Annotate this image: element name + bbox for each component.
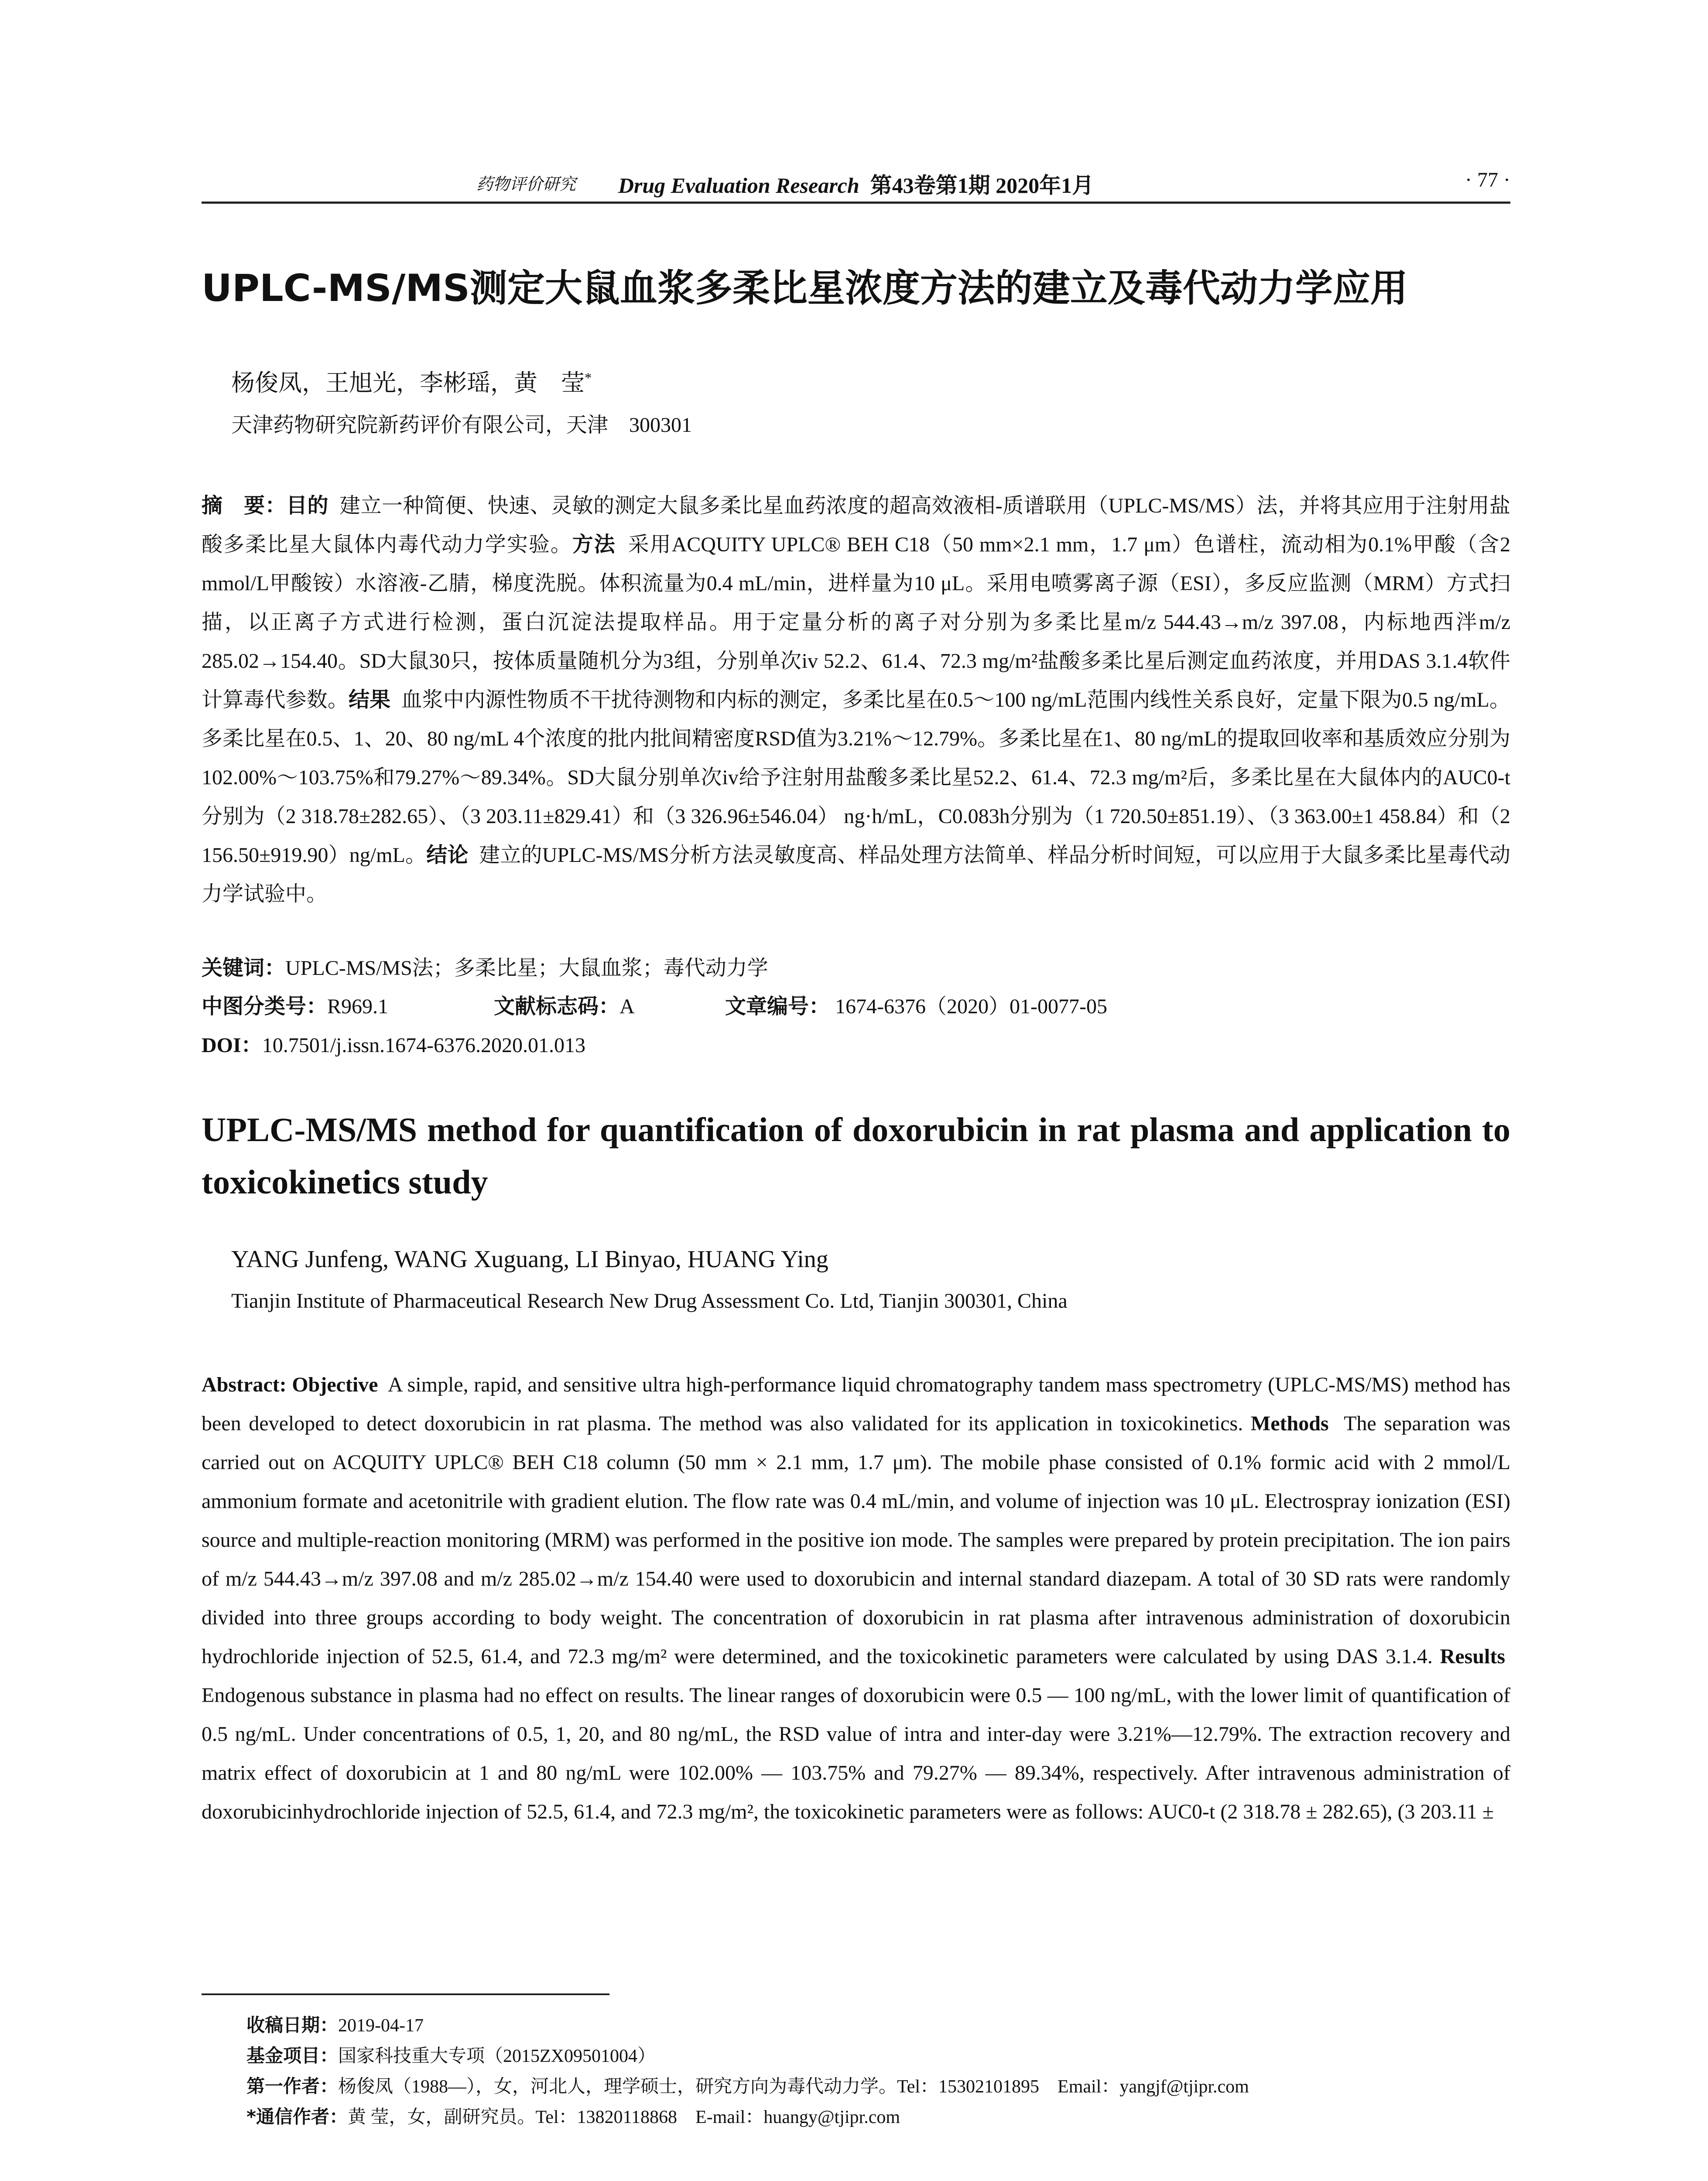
page-number: · 77 · [1465,168,1510,191]
abstract-label: 摘 要： [202,493,287,518]
footnote-fund [246,2041,656,2068]
journal-logo: 药物评价研究 [476,175,576,194]
keywords: UPLC-MS/MS法；多柔比星；大鼠血浆；毒代动力学 [285,957,768,980]
objective-label: 目的 [286,493,329,518]
doi-line [202,1028,585,1058]
corresponding-author: 黄 莹，女，副研究员。Tel：13820118868 E-mail：huangy@tjipr.com [347,2107,900,2127]
doc-code: A [620,995,635,1018]
results-text: 血浆中内源性物质不干扰待测物和内标的测定，多柔比星在0.5～100 ng/mL范围内线性关系良好，定量下限为0.5 ng/mL。多柔比星在0.5、1、20、80 ng/mL 4个浓度的批内批间精密度RSD值为3.21%～12.79%。多柔比星在1、80 ng/mL的提取回收率和基质效应分别为102.00%～103.75%和79.27%～89.34%。SD大鼠分别单次iv给予注射用盐酸多柔比星52.2、61.4、72.3 mg/m²后，多柔比星在大鼠体内的AUC0-t分别为（2 318.78±282.65）、（3 203.11±829.41）和（3 326.96±546.04） ng·h/mL，C0.083h分别为（1 720.50±851.19）、（3 363.00±1 458.84）和（2 156.50±919.90）ng/mL。 [202,688,1510,867]
objective-label-en: Objective [292,1373,378,1396]
article-number-label: 文章编号： [725,994,830,1019]
objective-text-en: A simple, rapid, and sensitive ultra high-performance liquid chromatography tandem mass spectrometry (UPLC-MS/MS) method has been developed to detect doxorubicin in rat plasma. The method was also validated for its application in toxicokinetics. [202,1373,1511,1435]
classification-line [202,989,1510,1019]
chinese-authors [231,364,592,398]
results-label: 结果 [348,687,391,712]
corresponding-mark: * [585,370,592,386]
footnote-corresponding [246,2102,900,2129]
abstract-label-en: Abstract: [202,1373,287,1396]
chinese-abstract [202,486,1510,913]
running-header [202,168,1510,203]
doi[interactable]: 10.7501/j.issn.1674-6376.2020.01.013 [262,1034,586,1057]
footnote-received [246,2011,424,2037]
conclusion-text: 建立的UPLC-MS/MS分析方法灵敏度高、样品处理方法简单、样品分析时间短，可以应用于大鼠多柔比星毒代动力学试验中。 [202,844,1511,906]
english-title: UPLC-MS/MS method for quantification of doxorubicin in rat plasma and application to toxicokinetics study [202,1111,1510,1201]
chinese-affiliation: 天津药物研究院新药评价有限公司，天津 300301 [231,414,692,437]
methods-text: 采用ACQUITY UPLC® BEH C18（50 mm×2.1 mm，1.7 μm）色谱柱，流动相为0.1%甲酸（含2 mmol/L甲酸铵）水溶液-乙腈，梯度洗脱。体积流量为0.4 mL/min，进样量为10 μL。采用电喷雾离子源（ESI），多反应监测（MRM）方式扫描，以正离子方式进行检测，蛋白沉淀法提取样品。用于定量分析的离子对分别为多柔比星m/z 544.43→m/z 397.08，内标地西泮m/z 285.02→154.40。SD大鼠30只，按体质量随机分为3组，分别单次iv 52.2、61.4、72.3 mg/m²盐酸多柔比星后测定血药浓度，并用DAS 3.1.4软件计算毒代参数。 [202,533,1510,711]
objective-text: 建立一种简便、快速、灵敏的测定大鼠多柔比星血药浓度的超高效液相-质谱联用（UPLC-MS/MS）法，并将其应用于注射用盐酸多柔比星大鼠体内毒代动力学实验。 [202,494,1510,556]
doc-code-label: 文献标志码： [494,994,620,1019]
methods-label-en: Methods [1250,1412,1329,1435]
doi-label: DOI： [202,1034,262,1057]
footnote-rule [202,1993,609,1995]
received-date: 2019-04-17 [338,2016,424,2036]
article-number: 1674-6376（2020）01-0077-05 [835,995,1107,1018]
english-abstract [202,1365,1510,1831]
first-author: 杨俊凤（1988—），女，河北人，理学硕士，研究方向为毒代动力学。Tel：15302101895 Email：yangjf@tjipr.com [338,2077,1249,2097]
first-author-label: 第一作者： [246,2075,339,2097]
corresponding-label: *通信作者： [246,2106,348,2127]
journal-issue: 第43卷第1期 2020年1月 [870,173,1094,198]
journal-name: Drug Evaluation Research [618,173,859,198]
chinese-author-names: 杨俊凤，王旭光，李彬瑶，黄 莹 [231,370,585,396]
results-label-en: Results [1440,1645,1506,1668]
results-text-en: Endogenous substance in plasma had no effect on results. The linear ranges of doxorubicin were 0.5 — 100 ng/mL, with the lower limit of quantification of 0.5 ng/mL. Under concentrations of 0.5, 1, 20, and 80 ng/mL, the RSD value of intra and inter-day were 3.21%—12.79%. The extraction recovery and matrix effect of doxorubicin at 1 and 80 ng/mL were 102.00% — 103.75% and 79.27% — 89.34%, respectively. After intravenous administration of doxorubicinhydrochloride injection of 52.5, 61.4, and 72.3 mg/m², the toxicokinetic parameters were as follows: AUC0-t (2 318.78 ± 282.65), (3 203.11 ± [202,1684,1510,1823]
keywords-line [202,951,768,981]
methods-label: 方法 [572,532,616,557]
conclusion-label: 结论 [426,843,469,867]
methods-text-en: The separation was carried out on ACQUITY UPLC® BEH C18 column (50 mm × 2.1 mm, 1.7 μm). The mobile phase consisted of 0.1% formic acid with 2 mmol/L ammonium formate and acetonitrile with gradient elution. The flow rate was 0.4 mL/min, and volume of injection was 10 μL. Electrospray ionization (ESI) source and multiple-reaction monitoring (MRM) was performed in the positive ion mode. The samples were prepared by protein precipitation. The ion pairs of m/z 544.43→m/z 397.08 and m/z 285.02→m/z 154.40 were used to doxorubicin and internal standard diazepam. A total of 30 SD rats were randomly divided into three groups according to body weight. The concentration of doxorubicin in rat plasma after intravenous administration of doxorubicin hydrochloride injection of 52.5, 61.4, and 72.3 mg/m² were determined, and the toxicokinetic parameters were calculated by using DAS 3.1.4. [202,1412,1510,1668]
english-affiliation: Tianjin Institute of Pharmaceutical Research New Drug Assessment Co. Ltd, Tianjin 300301, China [231,1289,1068,1313]
journal-citation [202,168,1510,199]
header-rule [202,202,1510,204]
keywords-label: 关键词： [202,956,286,980]
fund: 国家科技重大专项（2015ZX09501004） [338,2046,656,2066]
clc-label: 中图分类号： [202,994,328,1019]
fund-label: 基金项目： [246,2045,339,2066]
footnote-first-author [246,2072,1249,2098]
clc-code: R969.1 [327,995,389,1018]
chinese-title: UPLC-MS/MS测定大鼠血浆多柔比星浓度方法的建立及毒代动力学应用 [202,267,1408,310]
english-authors: YANG Junfeng, WANG Xuguang, LI Binyao, HUANG Ying [231,1246,828,1273]
received-label: 收稿日期： [246,2014,339,2036]
